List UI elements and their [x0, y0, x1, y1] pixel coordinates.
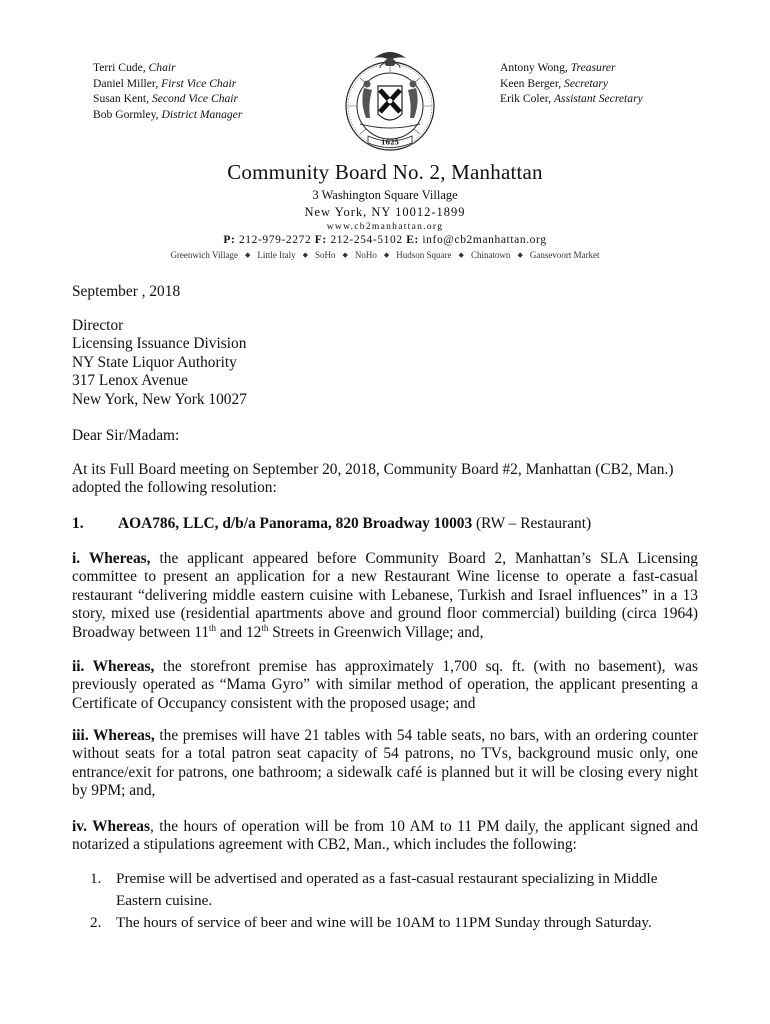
svg-text:1625: 1625: [380, 138, 400, 147]
phone-number: 212-979-2272: [238, 234, 312, 246]
officers-right: [500, 60, 643, 107]
fax-number: 212-254-5102: [330, 234, 403, 246]
whereas-paragraph-2: ii. Whereas, the storefront premise has approximately 1,700 sq. ft. (with no basement), was previously operated as “Mama Gyro” with similar method of operation, the applicant presenting a Certificate of Occupancy consistent with the proposed usage; and: [72, 658, 698, 712]
phone-label: P:: [223, 234, 236, 246]
list-item: [90, 868, 700, 912]
neighborhood-item: Little Italy: [257, 250, 296, 260]
diamond-separator-icon: ◆: [244, 251, 251, 259]
neighborhood-item: Hudson Square: [396, 250, 452, 260]
officer-treasurer: Antony Wong, Treasurer: [500, 61, 616, 74]
item-title: AOA786, LLC, d/b/a Panorama, 820 Broadway 10003: [118, 515, 473, 532]
recipient-address: [72, 317, 698, 409]
neighborhood-item: NoHo: [354, 250, 377, 260]
email-address: info@cb2manhattan.org: [422, 234, 547, 246]
neighborhood-item: Greenwich Village: [170, 250, 238, 260]
officer-first-vice-chair: Daniel Miller, First Vice Chair: [93, 76, 237, 90]
diamond-separator-icon: ◆: [383, 251, 390, 259]
nyc-seal-icon: [334, 44, 446, 156]
recipient-line: New York, New York 10027: [72, 390, 247, 408]
whereas-paragraph-1: i. Whereas, the applicant appeared before Community Board 2, Manhattan’s SLA Licensing committee to present an application for a new Restaurant Wine license to operate a fast-casual restaurant “delivering middle eastern cuisine with Lebanese, Turkish and Israel influences” in a 13 story, mixed use (residential apartments above and ground floor commercial) building (circa 1964) Broadway between 11th and 12th Streets in Greenwich Village; and,: [72, 550, 698, 641]
letterhead-website: www.cb2manhattan.org: [326, 222, 444, 232]
neighborhood-list: [0, 250, 770, 260]
neighborhood-item: Gansevoort Market: [529, 250, 600, 260]
whereas-label: iv. Whereas: [72, 818, 150, 835]
officer-district-manager: Bob Gormley, District Manager: [93, 107, 243, 121]
neighborhood-item: Chinatown: [470, 250, 511, 260]
whereas-label: iii. Whereas,: [72, 727, 155, 744]
list-item-text: The hours of service of beer and wine will be 10AM to 11PM Sunday through Saturday.: [116, 914, 652, 931]
list-item: [90, 912, 700, 934]
officer-assistant-secretary: Erik Coler, Assistant Secretary: [500, 92, 643, 106]
resolution-item-heading: [72, 515, 698, 533]
item-number: 1.: [72, 515, 84, 532]
officers-left: [93, 60, 242, 122]
list-item-number: 2.: [90, 914, 102, 931]
letterhead-contact-line: [0, 234, 770, 246]
diamond-separator-icon: ◆: [342, 251, 348, 259]
whereas-paragraph-4: iv. Whereas, the hours of operation will be from 10 AM to 11 PM daily, the applicant signed and notarized a stipulations agreement with CB2, Man., which includes the following:: [72, 818, 698, 854]
recipient-line: NY State Liquor Authority: [72, 353, 237, 371]
recipient-line: Licensing Issuance Division: [72, 335, 247, 353]
neighborhood-item: SoHo: [315, 250, 336, 260]
list-item-text: Premise will be advertised and operated as a fast-casual restaurant specializing in Middle Eastern cuisine.: [116, 870, 658, 909]
diamond-separator-icon: ◆: [458, 251, 464, 259]
email-label: E:: [406, 234, 419, 246]
stipulations-list: [90, 868, 700, 934]
letterhead-address-line1: 3 Washington Square Village: [312, 188, 458, 202]
diamond-separator-icon: ◆: [517, 251, 523, 259]
officer-secretary: Keen Berger, Secretary: [500, 76, 609, 90]
officer-chair: Terri Cude, Chair: [93, 61, 176, 74]
letterhead-title: Community Board No. 2, Manhattan: [227, 160, 543, 184]
letter-date: September , 2018: [72, 283, 181, 300]
recipient-line: 317 Lenox Avenue: [72, 372, 188, 390]
whereas-paragraph-3: iii. Whereas, the premises will have 21 tables with 54 table seats, no bars, with an ordering counter without seats for a total patron seat capacity of 54 patrons, no TVs, background music only, one entrance/exit for patrons, one bathroom; a sidewalk café is planned but it will be closing every night by 9PM; and,: [72, 727, 698, 800]
intro-line: adopted the following resolution:: [72, 479, 277, 497]
letterhead-address-line2: New York, NY 10012-1899: [304, 205, 466, 219]
recipient-line: Director: [72, 317, 124, 334]
diamond-separator-icon: ◆: [302, 251, 308, 259]
intro-line: At its Full Board meeting on September 20, 2018, Community Board #2, Manhattan (CB2, Man.): [72, 461, 674, 478]
salutation: Dear Sir/Madam:: [72, 427, 180, 444]
whereas-label: i. Whereas,: [72, 550, 151, 567]
list-item-number: 1.: [90, 870, 102, 887]
item-type: (RW – Restaurant): [476, 515, 592, 532]
whereas-label: ii. Whereas,: [72, 658, 155, 675]
fax-label: F:: [314, 234, 327, 246]
officer-second-vice-chair: Susan Kent, Second Vice Chair: [93, 92, 239, 106]
intro-paragraph: [72, 461, 698, 498]
